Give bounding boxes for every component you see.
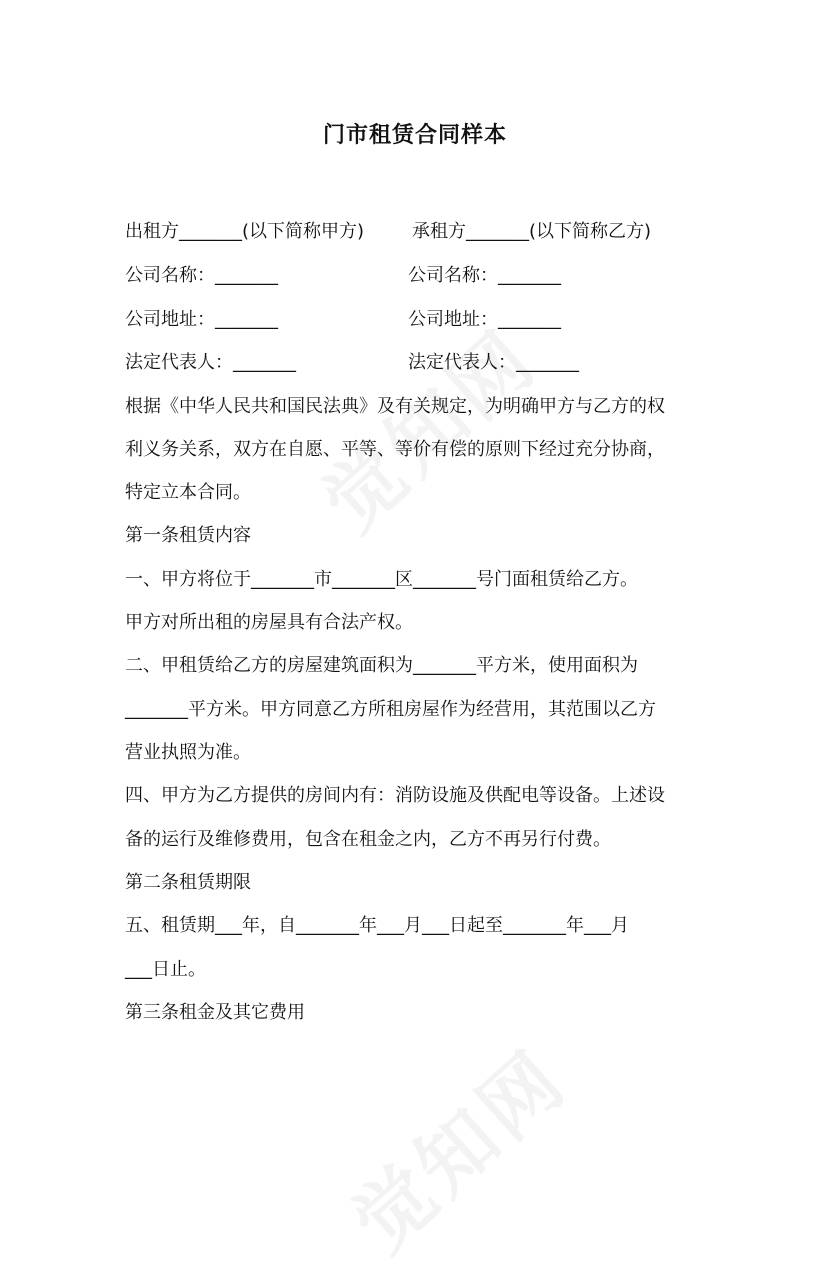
company-address-left: 公司地址：_______: [125, 309, 278, 330]
body-line: 备的运行及维修费用，包含在租金之内，乙方不再另行付费。: [125, 829, 611, 850]
body-line: 特定立本合同。: [125, 482, 251, 503]
body-line: 利义务关系，双方在自愿、平等、等价有偿的原则下经过充分协商，: [125, 439, 665, 460]
company-name-right: 公司名称：_______: [408, 265, 561, 286]
company-address-right: 公司地址：_______: [408, 309, 561, 330]
watermark: [295, 300, 557, 552]
lessee-line: 承租方_______(以下简称乙方): [412, 221, 652, 242]
section-heading: 第一条租赁内容: [125, 525, 251, 546]
body-line: 五、租赁期___年，自_______年___月___日起至_______年___月: [125, 915, 629, 936]
lessor-line: 出租方_______(以下简称甲方): [125, 221, 365, 242]
body-line: _______平方米。甲方同意乙方所租房屋作为经营用，其范围以乙方: [125, 699, 656, 720]
document-title: 门市租赁合同样本: [322, 123, 507, 148]
body-line: 根据《中华人民共和国民法典》及有关规定，为明确甲方与乙方的权: [125, 396, 665, 417]
section-heading: 第二条租赁期限: [125, 872, 251, 893]
body-line: ___日止。: [125, 959, 206, 980]
section-heading: 第三条租金及其它费用: [125, 1002, 305, 1023]
body-line: 一、甲方将位于_______市_______区_______号门面租赁给乙方。: [125, 569, 638, 590]
watermark: [325, 1020, 587, 1272]
legal-rep-left: 法定代表人：_______: [125, 352, 296, 373]
body-line: 甲方对所出租的房屋具有合法产权。: [125, 612, 413, 633]
body-line: 二、甲租赁给乙方的房屋建筑面积为_______平方米，使用面积为: [125, 655, 638, 676]
company-name-left: 公司名称：_______: [125, 265, 278, 286]
body-line: 营业执照为准。: [125, 742, 251, 763]
legal-rep-right: 法定代表人：_______: [408, 352, 579, 373]
body-line: 四、甲方为乙方提供的房间内有：消防设施及供配电等设备。上述设: [125, 785, 665, 806]
